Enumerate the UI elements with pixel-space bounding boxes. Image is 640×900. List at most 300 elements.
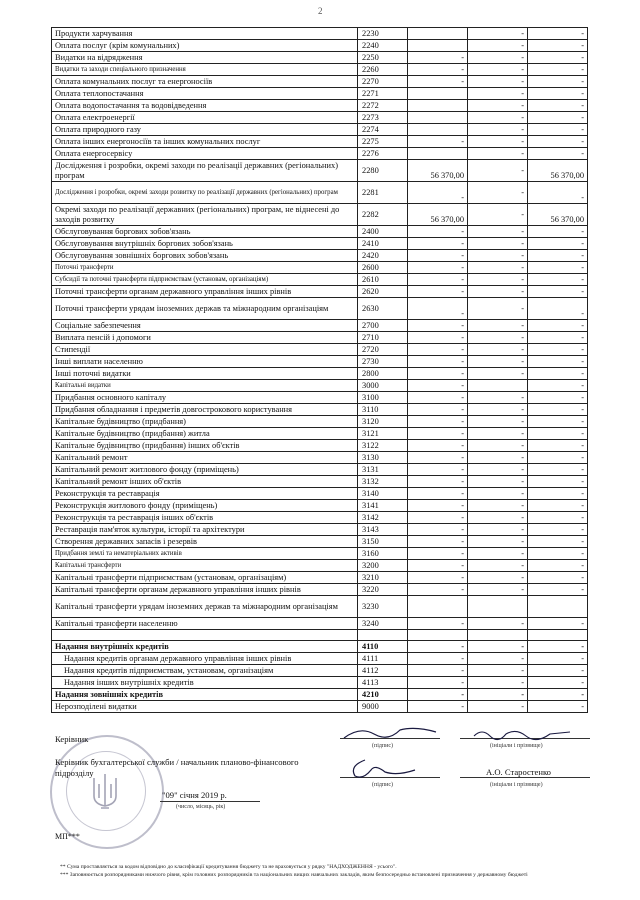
table-row	[52, 40, 588, 52]
row-code-cell: 2273	[358, 112, 408, 124]
row-value-cell-1: -	[408, 641, 468, 653]
row-value-cell-3: -	[528, 356, 588, 368]
row-value-cell-1: -	[408, 136, 468, 148]
row-value-cell-2: -	[468, 584, 528, 596]
row-value-cell-3	[528, 596, 588, 618]
row-code-cell: 2270	[358, 76, 408, 88]
row-value-cell-1: -	[408, 298, 468, 320]
table-row	[52, 286, 588, 298]
row-code-cell: 3121	[358, 428, 408, 440]
row-value-cell-1: -	[408, 584, 468, 596]
row-value-cell-1: -	[408, 572, 468, 584]
head-label: Керівник	[55, 734, 89, 744]
row-value-cell-3: -	[528, 320, 588, 332]
row-name-cell: Інші виплати населенню	[52, 356, 358, 368]
report-date: "09" січня 2019 р.	[162, 790, 227, 800]
row-name-cell: Капітальні трансферти населенню	[52, 618, 358, 630]
row-value-cell-1: -	[408, 416, 468, 428]
row-value-cell-2	[468, 630, 528, 641]
row-code-cell: 2730	[358, 356, 408, 368]
row-name-cell: Капітальне будівництво (придбання) житла	[52, 428, 358, 440]
row-value-cell-2: -	[468, 286, 528, 298]
row-code-cell: 3110	[358, 404, 408, 416]
row-code-cell: 3131	[358, 464, 408, 476]
row-code-cell: 2700	[358, 320, 408, 332]
table-row	[52, 320, 588, 332]
row-value-cell-3: -	[528, 416, 588, 428]
row-code-cell: 4111	[358, 653, 408, 665]
row-value-cell-1: -	[408, 548, 468, 560]
row-value-cell-3: -	[528, 112, 588, 124]
row-code-cell: 2410	[358, 238, 408, 250]
row-code-cell: 2420	[358, 250, 408, 262]
table-row	[52, 440, 588, 452]
row-value-cell-3: -	[528, 250, 588, 262]
row-value-cell-3: -	[528, 262, 588, 274]
row-code-cell: 3142	[358, 512, 408, 524]
row-name-cell: Оплата водопостачання та водовідведення	[52, 100, 358, 112]
row-name-cell: Продукти харчування	[52, 28, 358, 40]
table-row	[52, 630, 588, 641]
row-value-cell-3: -	[528, 238, 588, 250]
accountant-label: Керівник бухгалтерської служби / начальник планово-фінансового підрозділу	[55, 757, 299, 778]
row-value-cell-1: -	[408, 380, 468, 392]
row-value-cell-1: -	[408, 677, 468, 689]
row-name-cell: Придбання землі та нематеріальних активів	[52, 548, 358, 560]
row-value-cell-3: -	[528, 148, 588, 160]
table-row	[52, 618, 588, 630]
row-name-cell: Створення державних запасів і резервів	[52, 536, 358, 548]
row-name-cell: Обслуговування внутрішніх боргових зобов'язань	[52, 238, 358, 250]
row-value-cell-1: 56 370,00	[408, 160, 468, 182]
row-value-cell-1: 56 370,00	[408, 204, 468, 226]
row-code-cell: 4210	[358, 689, 408, 701]
row-value-cell-2: -	[468, 641, 528, 653]
row-value-cell-2: -	[468, 404, 528, 416]
row-value-cell-1: -	[408, 320, 468, 332]
row-value-cell-2: -	[468, 100, 528, 112]
row-value-cell-2: -	[468, 665, 528, 677]
table-row	[52, 28, 588, 40]
row-name-cell: Реставрація пам'яток культури, історії та архітектури	[52, 524, 358, 536]
table-row	[52, 182, 588, 204]
row-value-cell-3: -	[528, 488, 588, 500]
row-name-cell: Надання зовнішніх кредитів	[52, 689, 358, 701]
row-value-cell-3: -	[528, 464, 588, 476]
row-name-cell: Капітальні трансферти органам державного управління інших рівнів	[52, 584, 358, 596]
row-name-cell: Капітальне будівництво (придбання)	[52, 416, 358, 428]
row-value-cell-1: -	[408, 536, 468, 548]
row-value-cell-2: -	[468, 416, 528, 428]
table-row	[52, 488, 588, 500]
row-value-cell-3: -	[528, 500, 588, 512]
table-row	[52, 344, 588, 356]
table-row	[52, 64, 588, 76]
row-value-cell-3: -	[528, 665, 588, 677]
row-name-cell: Оплата теплопостачання	[52, 88, 358, 100]
row-value-cell-3: 56 370,00	[528, 204, 588, 226]
row-value-cell-2: -	[468, 238, 528, 250]
row-code-cell: 2282	[358, 204, 408, 226]
table-row	[52, 356, 588, 368]
table-row	[52, 524, 588, 536]
row-value-cell-1: -	[408, 653, 468, 665]
row-value-cell-1: -	[408, 428, 468, 440]
table-row	[52, 250, 588, 262]
row-value-cell-3: -	[528, 298, 588, 320]
table-row	[52, 560, 588, 572]
date-caption: (число, місяць, рік)	[176, 804, 226, 810]
row-value-cell-3	[528, 630, 588, 641]
row-value-cell-3: -	[528, 404, 588, 416]
row-code-cell: 2281	[358, 182, 408, 204]
table-row	[52, 52, 588, 64]
row-value-cell-2: -	[468, 488, 528, 500]
row-code-cell: 2400	[358, 226, 408, 238]
row-value-cell-1: -	[408, 440, 468, 452]
row-code-cell: 2710	[358, 332, 408, 344]
row-value-cell-3: -	[528, 512, 588, 524]
row-value-cell-1: -	[408, 512, 468, 524]
row-value-cell-3: -	[528, 689, 588, 701]
row-value-cell-2: -	[468, 440, 528, 452]
row-value-cell-2: -	[468, 653, 528, 665]
row-value-cell-2: -	[468, 332, 528, 344]
row-value-cell-2: -	[468, 274, 528, 286]
row-value-cell-1: -	[408, 76, 468, 88]
row-value-cell-2: -	[468, 428, 528, 440]
row-value-cell-2: -	[468, 182, 528, 204]
row-value-cell-3: -	[528, 64, 588, 76]
row-name-cell: Капітальні трансферти підприємствам (установам, організаціям)	[52, 572, 358, 584]
row-value-cell-2: -	[468, 392, 528, 404]
row-value-cell-1: -	[408, 286, 468, 298]
table-row	[52, 572, 588, 584]
row-code-cell: 2275	[358, 136, 408, 148]
row-value-cell-1: -	[408, 250, 468, 262]
row-name-cell: Нерозподілені видатки	[52, 701, 358, 713]
row-value-cell-3: -	[528, 572, 588, 584]
row-value-cell-2: -	[468, 572, 528, 584]
row-value-cell-2: -	[468, 344, 528, 356]
row-value-cell-3: -	[528, 677, 588, 689]
row-name-cell: Оплата електроенергії	[52, 112, 358, 124]
row-code-cell: 3122	[358, 440, 408, 452]
table-row	[52, 332, 588, 344]
row-value-cell-3: -	[528, 332, 588, 344]
row-value-cell-1	[408, 40, 468, 52]
row-code-cell: 3150	[358, 536, 408, 548]
row-name-cell: Виплата пенсій і допомоги	[52, 332, 358, 344]
table-row	[52, 584, 588, 596]
row-name-cell: Реконструкція та реставрація	[52, 488, 358, 500]
footnote-1: ** Сума проставляється за кодом відповідно до класифікації кредитування бюджету та не враховується у рядку "НАДХОДЖЕННЯ - усього".	[60, 864, 397, 870]
row-value-cell-2: -	[468, 64, 528, 76]
row-value-cell-1: -	[408, 476, 468, 488]
row-value-cell-2: -	[468, 88, 528, 100]
row-value-cell-1	[408, 596, 468, 618]
table-row	[52, 226, 588, 238]
row-value-cell-2: -	[468, 677, 528, 689]
row-value-cell-2: -	[468, 76, 528, 88]
row-value-cell-2: -	[468, 368, 528, 380]
row-value-cell-2: -	[468, 298, 528, 320]
row-value-cell-3: -	[528, 286, 588, 298]
row-name-cell: Капітальний ремонт житлового фонду (приміщень)	[52, 464, 358, 476]
table-row	[52, 368, 588, 380]
row-value-cell-1: -	[408, 64, 468, 76]
row-code-cell: 4112	[358, 665, 408, 677]
row-value-cell-2: -	[468, 40, 528, 52]
row-value-cell-3: -	[528, 344, 588, 356]
row-value-cell-3: -	[528, 40, 588, 52]
row-name-cell: Капітальні трансферти	[52, 560, 358, 572]
row-value-cell-3: -	[528, 76, 588, 88]
table-row	[52, 596, 588, 618]
row-code-cell: 9000	[358, 701, 408, 713]
row-value-cell-2: -	[468, 204, 528, 226]
row-value-cell-2: -	[468, 701, 528, 713]
row-value-cell-1: -	[408, 368, 468, 380]
row-value-cell-1: -	[408, 344, 468, 356]
row-value-cell-1: -	[408, 182, 468, 204]
row-value-cell-1: -	[408, 392, 468, 404]
table-row	[52, 404, 588, 416]
row-value-cell-1: -	[408, 488, 468, 500]
row-name-cell: Поточні трансферти органам державного управління інших рівнів	[52, 286, 358, 298]
row-name-cell	[52, 630, 358, 641]
table-row	[52, 653, 588, 665]
row-code-cell: 3100	[358, 392, 408, 404]
table-row	[52, 665, 588, 677]
row-value-cell-3: -	[528, 476, 588, 488]
row-value-cell-3: -	[528, 52, 588, 64]
table-row	[52, 701, 588, 713]
row-value-cell-2: -	[468, 618, 528, 630]
table-row	[52, 641, 588, 653]
row-name-cell: Капітальний ремонт	[52, 452, 358, 464]
row-value-cell-2: -	[468, 28, 528, 40]
table-row	[52, 160, 588, 182]
row-value-cell-1	[408, 112, 468, 124]
row-value-cell-1	[408, 630, 468, 641]
row-value-cell-3: 56 370,00	[528, 160, 588, 182]
row-code-cell: 2720	[358, 344, 408, 356]
table-row	[52, 392, 588, 404]
row-name-cell: Надання кредитів підприємствам, установам, організаціям	[52, 665, 358, 677]
row-value-cell-3: -	[528, 100, 588, 112]
page-number: 2	[318, 6, 323, 16]
row-value-cell-2: -	[468, 136, 528, 148]
row-name-cell: Надання кредитів органам державного управління інших рівнів	[52, 653, 358, 665]
row-code-cell: 3130	[358, 452, 408, 464]
row-value-cell-1: -	[408, 665, 468, 677]
head-signature	[340, 722, 440, 744]
row-name-cell: Оплата природного газу	[52, 124, 358, 136]
row-name-cell: Капітальне будівництво (придбання) інших об'єктів	[52, 440, 358, 452]
row-name-cell: Видатки та заходи спеціального призначення	[52, 64, 358, 76]
row-code-cell: 2620	[358, 286, 408, 298]
row-value-cell-2: -	[468, 464, 528, 476]
row-value-cell-3: -	[528, 88, 588, 100]
row-code-cell: 2600	[358, 262, 408, 274]
row-value-cell-1: -	[408, 524, 468, 536]
row-value-cell-3: -	[528, 701, 588, 713]
row-value-cell-3: -	[528, 560, 588, 572]
row-value-cell-1: -	[408, 701, 468, 713]
row-value-cell-2: -	[468, 548, 528, 560]
table-row	[52, 100, 588, 112]
row-name-cell: Оплата інших енергоносіїв та інших комунальних послуг	[52, 136, 358, 148]
row-value-cell-3: -	[528, 428, 588, 440]
row-value-cell-2: -	[468, 524, 528, 536]
row-name-cell: Інші поточні видатки	[52, 368, 358, 380]
row-value-cell-2: -	[468, 250, 528, 262]
row-value-cell-3: -	[528, 618, 588, 630]
table-row	[52, 298, 588, 320]
accountant-initials-caption: (ініціали і прізвище)	[490, 782, 543, 788]
row-code-cell: 2271	[358, 88, 408, 100]
row-value-cell-2: -	[468, 536, 528, 548]
row-value-cell-1: -	[408, 52, 468, 64]
row-value-cell-1: -	[408, 238, 468, 250]
row-code-cell: 3140	[358, 488, 408, 500]
row-value-cell-2	[468, 596, 528, 618]
table-row	[52, 677, 588, 689]
row-value-cell-3: -	[528, 524, 588, 536]
row-name-cell: Капітальний ремонт інших об'єктів	[52, 476, 358, 488]
row-value-cell-1: -	[408, 274, 468, 286]
row-name-cell: Оплата енергосервісу	[52, 148, 358, 160]
table-row	[52, 380, 588, 392]
row-name-cell: Окремі заходи по реалізації державних (регіональних) програм, не віднесені до заходів розвитку	[52, 204, 358, 226]
row-value-cell-2: -	[468, 262, 528, 274]
row-name-cell: Дослідження і розробки, окремі заходи по реалізації державних (регіональних) програм	[52, 160, 358, 182]
table-row	[52, 428, 588, 440]
row-code-cell: 4110	[358, 641, 408, 653]
table-row	[52, 88, 588, 100]
table-row	[52, 476, 588, 488]
table-row	[52, 136, 588, 148]
row-code-cell: 2240	[358, 40, 408, 52]
table-row	[52, 512, 588, 524]
row-name-cell: Реконструкція житлового фонду (приміщень)	[52, 500, 358, 512]
table-row	[52, 548, 588, 560]
footnote-2: *** Заповнюється розпорядниками нижчого рівня, крім головних розпорядників та національних вищих навчальних закладів, яким безпосередньо встановлені призначення у державному бюджеті	[60, 872, 528, 878]
row-value-cell-1: -	[408, 262, 468, 274]
row-code-cell: 3000	[358, 380, 408, 392]
row-code-cell: 3141	[358, 500, 408, 512]
row-value-cell-1: -	[408, 332, 468, 344]
row-value-cell-2: -	[468, 148, 528, 160]
row-value-cell-3: -	[528, 274, 588, 286]
row-value-cell-2: -	[468, 160, 528, 182]
row-code-cell: 3132	[358, 476, 408, 488]
row-code-cell: 3120	[358, 416, 408, 428]
table-row	[52, 689, 588, 701]
row-name-cell: Придбання обладнання і предметів довгострокового користування	[52, 404, 358, 416]
table-row	[52, 76, 588, 88]
row-value-cell-2: -	[468, 124, 528, 136]
row-name-cell: Капітальні трансферти урядам іноземних держав та міжнародним організаціям	[52, 596, 358, 618]
row-value-cell-1: -	[408, 560, 468, 572]
row-value-cell-1: -	[408, 452, 468, 464]
table-row	[52, 536, 588, 548]
row-code-cell: 3210	[358, 572, 408, 584]
row-value-cell-1	[408, 124, 468, 136]
row-value-cell-1: -	[408, 618, 468, 630]
row-value-cell-2: -	[468, 52, 528, 64]
row-value-cell-3: -	[528, 124, 588, 136]
table-row	[52, 204, 588, 226]
row-code-cell: 2630	[358, 298, 408, 320]
row-value-cell-3: -	[528, 380, 588, 392]
row-value-cell-3: -	[528, 641, 588, 653]
row-value-cell-1	[408, 28, 468, 40]
row-code-cell: 2272	[358, 100, 408, 112]
row-code-cell: 2800	[358, 368, 408, 380]
row-name-cell: Оплата комунальних послуг та енергоносіїв	[52, 76, 358, 88]
row-name-cell: Поточні трансферти урядам іноземних держав та міжнародним організаціям	[52, 298, 358, 320]
row-code-cell: 2230	[358, 28, 408, 40]
row-value-cell-2: -	[468, 476, 528, 488]
row-value-cell-2: -	[468, 320, 528, 332]
row-value-cell-1: -	[408, 404, 468, 416]
row-code-cell: 3143	[358, 524, 408, 536]
table-row	[52, 262, 588, 274]
row-value-cell-3: -	[528, 653, 588, 665]
row-name-cell: Надання внутрішніх кредитів	[52, 641, 358, 653]
head-initials-caption: (ініціали і прізвище)	[490, 743, 543, 749]
row-value-cell-3: -	[528, 440, 588, 452]
head-initials-handwritten	[470, 722, 590, 744]
row-code-cell: 4113	[358, 677, 408, 689]
row-code-cell: 2276	[358, 148, 408, 160]
row-name-cell: Поточні трансферти	[52, 262, 358, 274]
row-value-cell-3: -	[528, 452, 588, 464]
row-value-cell-2: -	[468, 356, 528, 368]
row-name-cell: Придбання основного капіталу	[52, 392, 358, 404]
row-name-cell: Оплата послуг (крім комунальних)	[52, 40, 358, 52]
row-value-cell-1: -	[408, 356, 468, 368]
table-row	[52, 148, 588, 160]
row-value-cell-3: -	[528, 536, 588, 548]
row-value-cell-2: -	[468, 112, 528, 124]
table-row	[52, 124, 588, 136]
row-value-cell-2	[468, 380, 528, 392]
stamp-label: МП***	[55, 832, 80, 841]
row-name-cell: Капітальні видатки	[52, 380, 358, 392]
row-value-cell-1: -	[408, 500, 468, 512]
row-code-cell: 2260	[358, 64, 408, 76]
row-value-cell-1: -	[408, 226, 468, 238]
row-value-cell-3: -	[528, 392, 588, 404]
row-name-cell: Соціальне забезпечення	[52, 320, 358, 332]
row-value-cell-1	[408, 148, 468, 160]
row-name-cell: Дослідження і розробки, окремі заходи розвитку по реалізації державних (регіональних) програм	[52, 182, 358, 204]
row-value-cell-2: -	[468, 512, 528, 524]
accountant-name: А.О. Старостенко	[486, 767, 551, 777]
row-value-cell-3: -	[528, 28, 588, 40]
row-name-cell: Видатки на відрядження	[52, 52, 358, 64]
row-code-cell: 3240	[358, 618, 408, 630]
row-value-cell-2: -	[468, 689, 528, 701]
row-name-cell: Субсидії та поточні трансферти підприємствам (установам, організаціям)	[52, 274, 358, 286]
row-value-cell-1: -	[408, 689, 468, 701]
table-row	[52, 500, 588, 512]
row-name-cell: Обслуговування зовнішніх боргових зобов'язань	[52, 250, 358, 262]
row-value-cell-2: -	[468, 452, 528, 464]
